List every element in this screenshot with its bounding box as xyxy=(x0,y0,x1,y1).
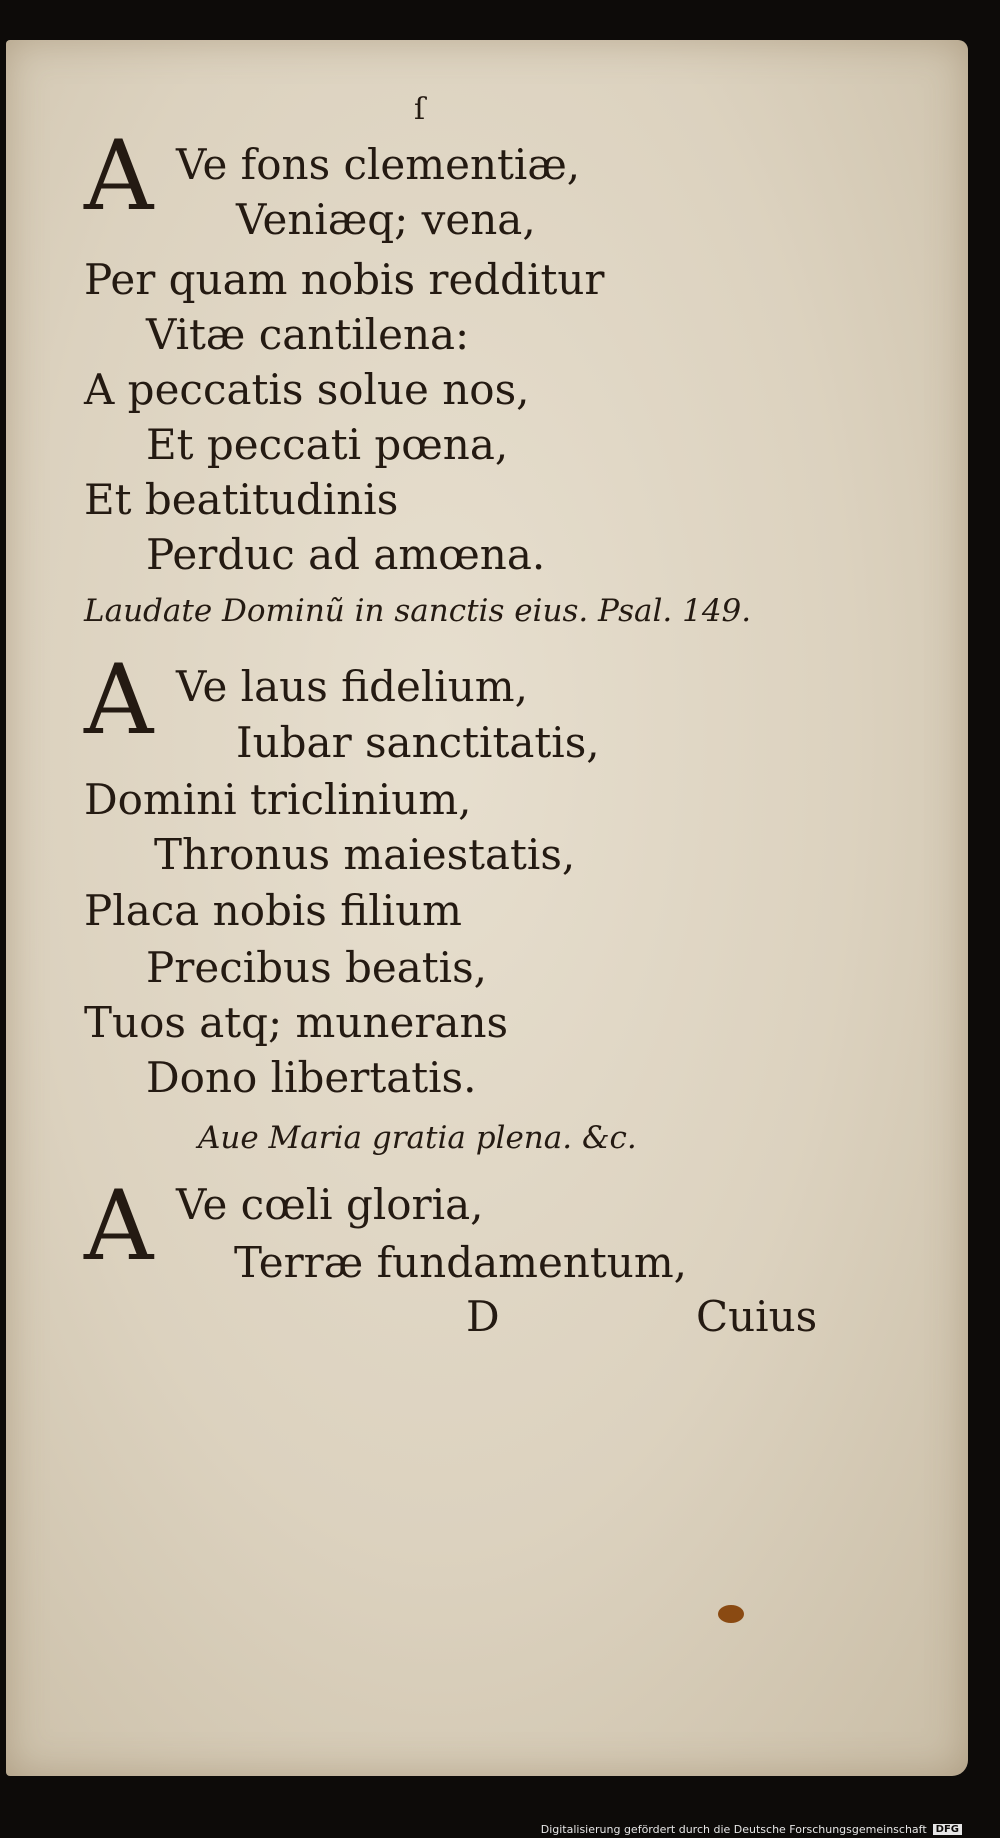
drop-capital: A xyxy=(84,1170,154,1282)
footer-credit xyxy=(541,1823,962,1836)
catchword: Cuius xyxy=(696,1292,818,1341)
rubric: Aue Maria gratia plena. &c. xyxy=(198,1120,637,1156)
drop-capital: A xyxy=(84,120,154,232)
verse-line: Ve fons clementiæ, xyxy=(176,140,581,189)
stain xyxy=(718,1605,744,1623)
verse-line: Thronus maiestatis, xyxy=(154,830,576,879)
verse-line: Dono libertatis. xyxy=(146,1053,477,1102)
verse-line: Iubar sanctitatis, xyxy=(236,718,600,767)
verse-line: A peccatis solue nos, xyxy=(84,365,530,414)
ink-mark: ſ xyxy=(414,92,426,127)
verse-line: Veniæq; vena, xyxy=(236,195,536,244)
verse-line: Vitæ cantilena: xyxy=(146,310,470,359)
verse-line: Et beatitudinis xyxy=(84,475,399,524)
verse-line: Terræ fundamentum, xyxy=(234,1238,687,1287)
verse-line: Et peccati pœna, xyxy=(146,420,509,469)
dfg-logo: DFG xyxy=(933,1824,962,1835)
verse-line: Tuos atq; munerans xyxy=(84,998,509,1047)
verse-line: Domini triclinium, xyxy=(84,775,472,824)
drop-capital: A xyxy=(84,644,154,756)
verse-line: Ve cœli gloria, xyxy=(176,1180,484,1229)
verse-line: Per quam nobis redditur xyxy=(84,255,605,304)
signature-mark: D xyxy=(466,1292,500,1341)
verse-line: Ve laus fidelium, xyxy=(176,662,528,711)
book-page xyxy=(6,40,968,1776)
rubric: Laudate Dominũ in sanctis eius. Psal. 149. xyxy=(84,593,752,629)
verse-line: Placa nobis filium xyxy=(84,886,462,935)
verse-line: Perduc ad amœna. xyxy=(146,530,546,579)
verse-line: Precibus beatis, xyxy=(146,943,487,992)
credit-text: Digitalisierung gefördert durch die Deutsche Forschungsgemeinschaft xyxy=(540,1823,927,1836)
